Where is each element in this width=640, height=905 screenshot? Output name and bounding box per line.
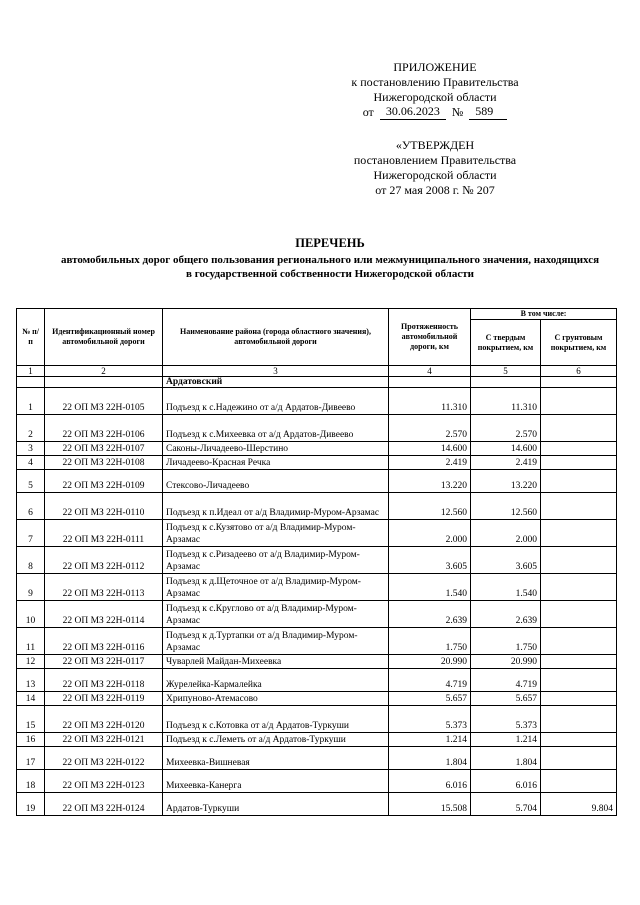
table-row (17, 655, 617, 669)
row-number: 19 (17, 793, 45, 816)
hard-surface-length: 12.560 (471, 493, 541, 520)
row-number: 9 (17, 574, 45, 601)
appendix-number: 589 (469, 105, 507, 120)
road-id: 22 ОП МЗ 22Н-0114 (45, 601, 163, 628)
hard-surface-length: 11.310 (471, 388, 541, 415)
row-number: 5 (17, 470, 45, 493)
soft-surface-length (541, 547, 617, 574)
road-id: 22 ОП МЗ 22Н-0117 (45, 655, 163, 669)
hard-surface-length: 1.540 (471, 574, 541, 601)
soft-surface-length (541, 470, 617, 493)
header-soft: С грунтовым покрытием, км (541, 320, 617, 366)
road-id: 22 ОП МЗ 22Н-0109 (45, 470, 163, 493)
row-number: 16 (17, 733, 45, 747)
road-name: Чуварлей Майдан-Михеевка (163, 655, 389, 669)
hard-surface-length: 1.804 (471, 747, 541, 770)
soft-surface-length (541, 415, 617, 442)
title-main: ПЕРЕЧЕНЬ (295, 236, 365, 250)
road-name: Хрипуново-Атемасово (163, 692, 389, 706)
row-number: 7 (17, 520, 45, 547)
hard-surface-length: 14.600 (471, 442, 541, 456)
appendix-line-2: Нижегородской области (373, 90, 497, 104)
road-name: Личадеево-Красная Речка (163, 456, 389, 470)
column-numbers-row (17, 366, 617, 377)
table-row (17, 574, 617, 601)
appendix-date-line (300, 105, 570, 120)
soft-surface-length (541, 628, 617, 655)
soft-surface-length (541, 706, 617, 733)
table-row (17, 601, 617, 628)
road-name: Подъезд к с.Ризадеево от а/д Владимир-Муром-Арзамас (163, 547, 389, 574)
road-name: Саконы-Личадеево-Шерстино (163, 442, 389, 456)
approved-block (300, 138, 570, 198)
col-number: 4 (389, 366, 471, 377)
road-id: 22 ОП МЗ 22Н-0111 (45, 520, 163, 547)
table-row (17, 493, 617, 520)
col-number: 3 (163, 366, 389, 377)
date-prefix: от (362, 105, 374, 119)
approved-line-1: «УТВЕРЖДЕН (395, 138, 475, 152)
road-length: 1.750 (389, 628, 471, 655)
road-name: Подъезд к с.Кузятово от а/д Владимир-Муром-Арзамас (163, 520, 389, 547)
approved-line-3: Нижегородской области (373, 168, 497, 182)
approved-line-2: постановлением Правительства (353, 153, 517, 167)
row-number: 4 (17, 456, 45, 470)
road-id: 22 ОП МЗ 22Н-0113 (45, 574, 163, 601)
road-id: 22 ОП МЗ 22Н-0108 (45, 456, 163, 470)
col-number: 2 (45, 366, 163, 377)
col-number: 1 (17, 366, 45, 377)
row-number: 8 (17, 547, 45, 574)
road-length: 1.214 (389, 733, 471, 747)
document-title (60, 236, 600, 281)
road-id: 22 ОП МЗ 22Н-0112 (45, 547, 163, 574)
row-number: 18 (17, 770, 45, 793)
road-id: 22 ОП МЗ 22Н-0124 (45, 793, 163, 816)
road-id: 22 ОП МЗ 22Н-0107 (45, 442, 163, 456)
table-row (17, 628, 617, 655)
title-sub: автомобильных дорог общего пользования регионального или межмуниципального значения, находящихся в государственной собственности Нижегородской области (60, 254, 600, 280)
road-id: 22 ОП МЗ 22Н-0123 (45, 770, 163, 793)
hard-surface-length: 6.016 (471, 770, 541, 793)
district-row (17, 377, 617, 388)
col-number: 6 (541, 366, 617, 377)
soft-surface-length (541, 770, 617, 793)
road-length: 5.657 (389, 692, 471, 706)
table-row (17, 415, 617, 442)
road-id: 22 ОП МЗ 22Н-0105 (45, 388, 163, 415)
header-num: № п/п (17, 309, 45, 366)
approved-line-4: от 27 мая 2008 г. № 207 (375, 183, 495, 197)
road-name: Подъезд к п.Идеал от а/д Владимир-Муром-Арзамас (163, 493, 389, 520)
road-name: Михеевка-Вишневая (163, 747, 389, 770)
table-row (17, 793, 617, 816)
road-name: Подъезд к с.Михеевка от а/д Ардатов-Дивеево (163, 415, 389, 442)
soft-surface-length (541, 655, 617, 669)
road-length: 1.540 (389, 574, 471, 601)
road-name: Подъезд к с.Леметь от а/д Ардатов-Туркуши (163, 733, 389, 747)
road-length: 13.220 (389, 470, 471, 493)
hard-surface-length: 5.657 (471, 692, 541, 706)
district-name: Ардатовский (163, 377, 389, 388)
road-name: Стексово-Личадеево (163, 470, 389, 493)
soft-surface-length (541, 520, 617, 547)
road-id: 22 ОП МЗ 22Н-0110 (45, 493, 163, 520)
road-length: 2.570 (389, 415, 471, 442)
hard-surface-length: 3.605 (471, 547, 541, 574)
row-number: 6 (17, 493, 45, 520)
row-number: 14 (17, 692, 45, 706)
road-length: 4.719 (389, 669, 471, 692)
row-number: 3 (17, 442, 45, 456)
hard-surface-length: 2.000 (471, 520, 541, 547)
table-row (17, 747, 617, 770)
road-id: 22 ОП МЗ 22Н-0116 (45, 628, 163, 655)
header-name: Наименование района (города областного значения), автомобильной дороги (163, 309, 389, 366)
soft-surface-length (541, 601, 617, 628)
road-id: 22 ОП МЗ 22Н-0118 (45, 669, 163, 692)
col-number: 5 (471, 366, 541, 377)
appendix-block (300, 60, 570, 120)
header-including: В том числе: (471, 309, 617, 320)
hard-surface-length: 13.220 (471, 470, 541, 493)
roads-table (16, 308, 617, 816)
road-name: Журелейка-Кармалейка (163, 669, 389, 692)
hard-surface-length: 1.214 (471, 733, 541, 747)
hard-surface-length: 1.750 (471, 628, 541, 655)
row-number: 1 (17, 388, 45, 415)
appendix-date: 30.06.2023 (380, 105, 446, 120)
road-length: 2.000 (389, 520, 471, 547)
appendix-heading: ПРИЛОЖЕНИЕ (393, 60, 477, 74)
hard-surface-length: 20.990 (471, 655, 541, 669)
soft-surface-length: 9.804 (541, 793, 617, 816)
road-id: 22 ОП МЗ 22Н-0119 (45, 692, 163, 706)
road-length: 5.373 (389, 706, 471, 733)
road-name: Подъезд к д.Туртапки от а/д Владимир-Муром-Арзамас (163, 628, 389, 655)
road-length: 1.804 (389, 747, 471, 770)
table-row (17, 470, 617, 493)
road-id: 22 ОП МЗ 22Н-0106 (45, 415, 163, 442)
table-row (17, 733, 617, 747)
table-row (17, 388, 617, 415)
road-length: 2.419 (389, 456, 471, 470)
road-length: 6.016 (389, 770, 471, 793)
road-id: 22 ОП МЗ 22Н-0120 (45, 706, 163, 733)
soft-surface-length (541, 747, 617, 770)
soft-surface-length (541, 388, 617, 415)
road-length: 20.990 (389, 655, 471, 669)
row-number: 17 (17, 747, 45, 770)
road-id: 22 ОП МЗ 22Н-0122 (45, 747, 163, 770)
table-row (17, 520, 617, 547)
road-length: 15.508 (389, 793, 471, 816)
road-length: 14.600 (389, 442, 471, 456)
table-row (17, 770, 617, 793)
table-row (17, 692, 617, 706)
hard-surface-length: 2.419 (471, 456, 541, 470)
table-row (17, 442, 617, 456)
soft-surface-length (541, 733, 617, 747)
road-length: 2.639 (389, 601, 471, 628)
road-name: Подъезд к с.Надежино от а/д Ардатов-Дивеево (163, 388, 389, 415)
appendix-line-1: к постановлению Правительства (351, 75, 519, 89)
road-id: 22 ОП МЗ 22Н-0121 (45, 733, 163, 747)
row-number: 11 (17, 628, 45, 655)
soft-surface-length (541, 493, 617, 520)
road-name: Михеевка-Канерга (163, 770, 389, 793)
table-row (17, 706, 617, 733)
road-length: 12.560 (389, 493, 471, 520)
row-number: 13 (17, 669, 45, 692)
soft-surface-length (541, 574, 617, 601)
table-row (17, 669, 617, 692)
hard-surface-length: 4.719 (471, 669, 541, 692)
road-name: Подъезд к с.Котовка от а/д Ардатов-Туркуши (163, 706, 389, 733)
soft-surface-length (541, 442, 617, 456)
table-row (17, 456, 617, 470)
header-length: Протяженность автомобильной дороги, км (389, 309, 471, 366)
road-name: Ардатов-Туркуши (163, 793, 389, 816)
road-length: 3.605 (389, 547, 471, 574)
soft-surface-length (541, 669, 617, 692)
hard-surface-length: 5.704 (471, 793, 541, 816)
soft-surface-length (541, 456, 617, 470)
hard-surface-length: 2.570 (471, 415, 541, 442)
soft-surface-length (541, 692, 617, 706)
road-length: 11.310 (389, 388, 471, 415)
header-hard: С твердым покрытием, км (471, 320, 541, 366)
hard-surface-length: 5.373 (471, 706, 541, 733)
row-number: 15 (17, 706, 45, 733)
hard-surface-length: 2.639 (471, 601, 541, 628)
row-number: 10 (17, 601, 45, 628)
number-prefix: № (451, 105, 464, 119)
header-id: Идентификационный номер автомобильной дороги (45, 309, 163, 366)
road-name: Подъезд к с.Круглово от а/д Владимир-Муром-Арзамас (163, 601, 389, 628)
table-row (17, 547, 617, 574)
row-number: 2 (17, 415, 45, 442)
road-name: Подъезд к д.Щеточное от а/д Владимир-Муром-Арзамас (163, 574, 389, 601)
row-number: 12 (17, 655, 45, 669)
